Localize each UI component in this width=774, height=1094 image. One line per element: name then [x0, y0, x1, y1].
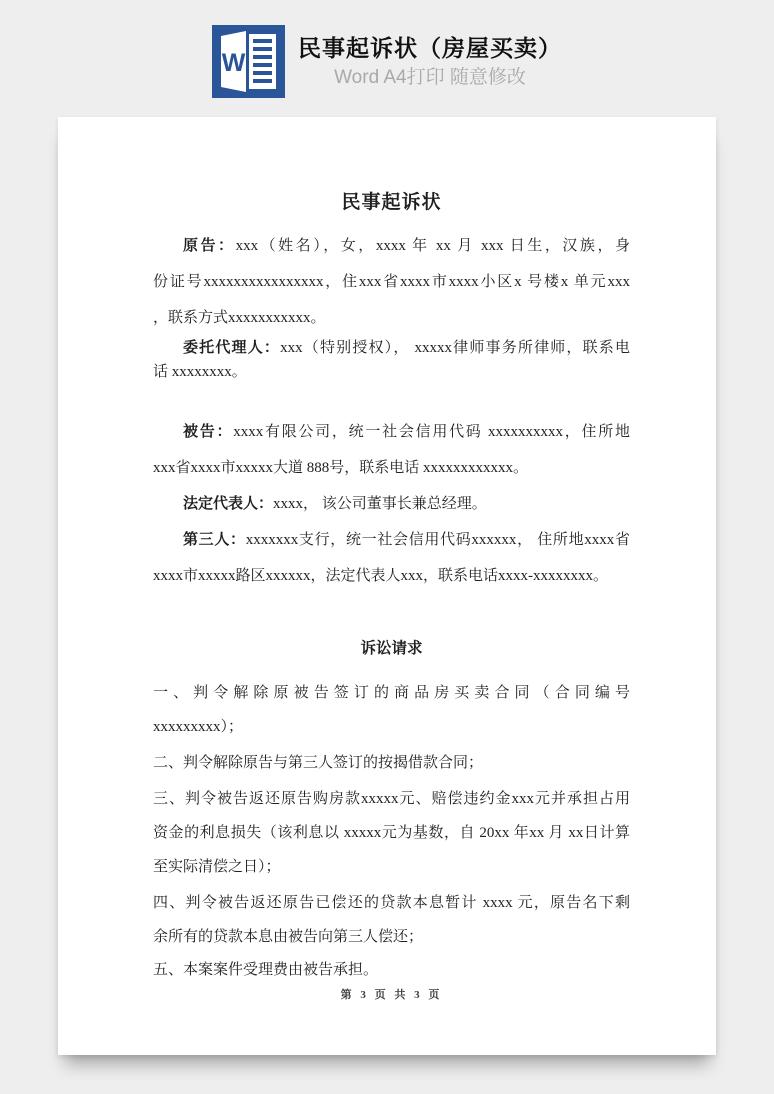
claim-line: 余所有的贷款本息由被告向第三人偿还； [153, 929, 424, 945]
party-line: xxxx市xxxxx路区xxxxxx，法定代表人xxx，联系电话xxxx-xxxxxxxx。 [153, 568, 608, 584]
claim-item-4 [153, 886, 630, 954]
claim-line: 一、判令解除原被告签订的商品房买卖合同（合同编号 [153, 685, 630, 701]
svg-text:W: W [221, 49, 246, 77]
page-number-footer: 第 3 页 共 3 页 [340, 989, 443, 1001]
document-title: 民事起诉状 [341, 192, 442, 213]
claim-item-3 [153, 782, 630, 884]
claim-line: xxxxxxxxx）； [153, 719, 244, 735]
template-header [0, 0, 774, 117]
claim-line: 三、判令被告返还原告购房款xxxxx元、赔偿违约金xxx元并承担占用 [153, 791, 630, 807]
party-paragraph-agent [153, 336, 630, 384]
party-label: 法定代表人： [183, 496, 274, 512]
party-label: 原告： [183, 238, 236, 254]
party-text: xxx（姓名），女，xxxx 年 xx 月 xxx 日生，汉族，身 [235, 238, 630, 254]
party-label: 被告： [183, 424, 234, 440]
party-line [153, 336, 630, 360]
claim-line: 资金的利息损失（该利息以 xxxxx元为基数，自 20xx 年xx 月 xx日计算 [153, 825, 630, 841]
document-page [58, 117, 716, 1055]
party-line: xxx省xxxx市xxxxx大道 888号，联系电话 xxxxxxxxxxxx。 [153, 460, 529, 476]
template-header-text [298, 33, 562, 91]
party-text: xxx（特别授权）， xxxxx律师事务所律师，联系电 [280, 340, 630, 356]
party-paragraph-defendant [153, 414, 630, 486]
claim-item-5 [153, 958, 630, 982]
party-line [153, 414, 630, 450]
party-line [153, 228, 630, 264]
claim-item-2 [153, 746, 630, 780]
claim-line: 至实际清偿之日）； [153, 859, 281, 875]
party-paragraph-third-party [153, 522, 630, 594]
party-line [153, 522, 630, 558]
party-text: xxxx有限公司，统一社会信用代码 xxxxxxxxxx，住所地 [233, 424, 630, 440]
template-subtitle: Word A4打印 随意修改 [334, 66, 526, 88]
party-text: xxxxxxx支行，统一社会信用代码xxxxxx， 住所地xxxx省 [245, 532, 630, 548]
claim-line: 五、本案案件受理费由被告承担。 [153, 962, 379, 978]
word-icon [212, 25, 285, 98]
party-label: 第三人： [183, 532, 246, 548]
claims-section-heading: 诉讼请求 [360, 640, 423, 657]
party-paragraph-plaintiff [153, 228, 630, 336]
claim-item-1 [153, 676, 630, 744]
party-line [153, 486, 630, 522]
party-label: 委托代理人： [183, 340, 281, 356]
template-title: 民事起诉状（房屋买卖） [298, 34, 562, 61]
party-line: 话 xxxxxxxx。 [153, 364, 247, 380]
claim-line: 二、判令解除原告与第三人签订的按揭借款合同； [153, 755, 484, 771]
party-text: xxxx， 该公司董事长兼总经理。 [273, 496, 487, 512]
claim-line: 四、判令被告返还原告已偿还的贷款本息暂计 xxxx 元，原告名下剩 [153, 895, 630, 911]
party-line: ，联系方式xxxxxxxxxxx。 [153, 310, 326, 326]
party-line: 份证号xxxxxxxxxxxxxxxx，住xxx省xxxx市xxxx小区x 号楼x 单元xxx [153, 274, 630, 290]
party-paragraph-legal-rep [153, 486, 630, 522]
